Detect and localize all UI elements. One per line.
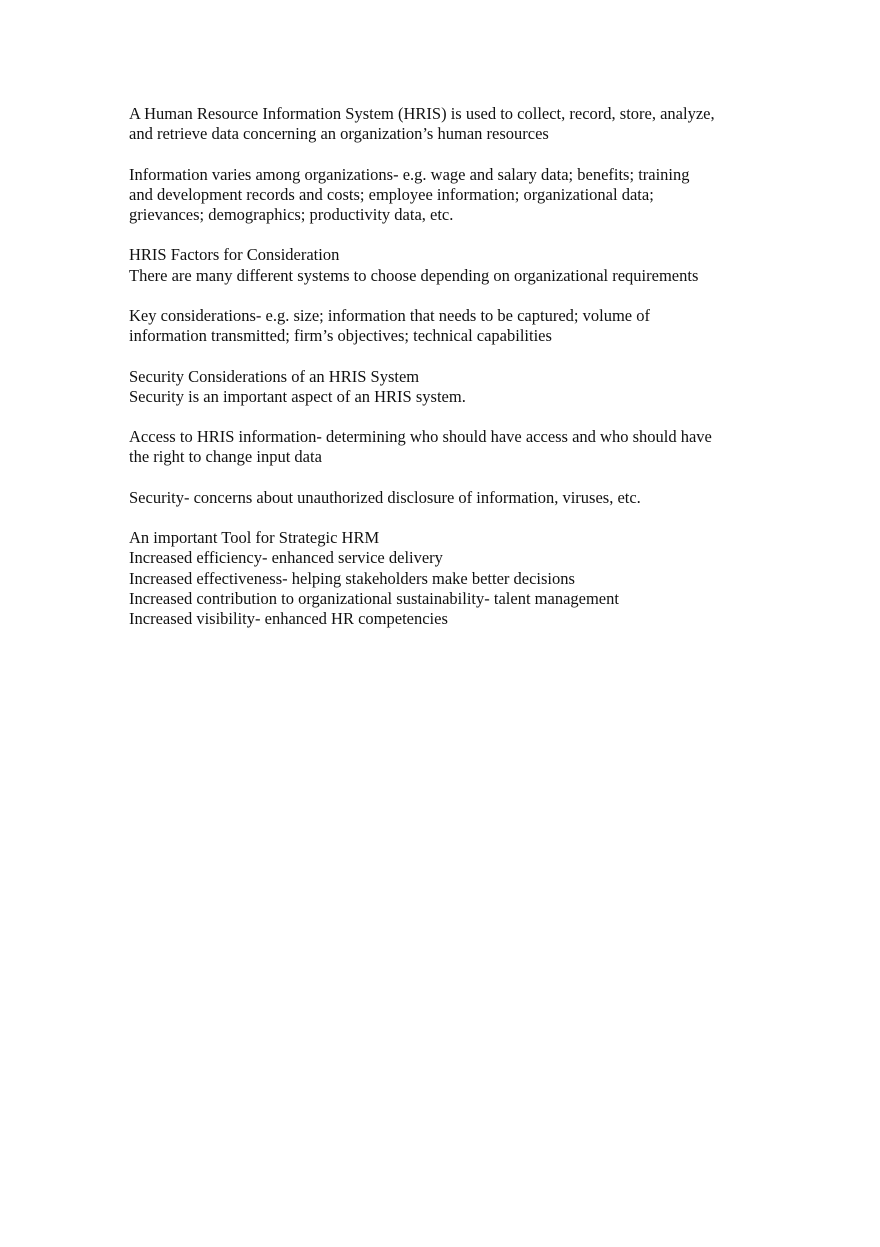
section-heading: HRIS Factors for Consideration — [129, 245, 340, 265]
text-line: and retrieve data concerning an organization’s human resources — [129, 124, 549, 144]
section-heading: An important Tool for Strategic HRM — [129, 528, 380, 548]
paragraph-security-concerns — [129, 488, 769, 508]
section-heading: Security Considerations of an HRIS System — [129, 366, 420, 386]
text-line: information transmitted; firm’s objectives; technical capabilities — [129, 326, 552, 346]
text-line: Information varies among organizations- e.g. wage and salary data; benefits; training — [129, 164, 690, 184]
text-line: Key considerations- e.g. size; information that needs to be captured; volume of — [129, 305, 650, 325]
text-line: A Human Resource Information System (HRIS) is used to collect, record, store, analyze, — [129, 104, 715, 123]
paragraph-hris-definition — [129, 104, 769, 144]
document-body — [129, 104, 769, 649]
paragraph-strategic-hrm — [129, 528, 769, 629]
text-line: Increased effectiveness- helping stakeholders make better decisions — [129, 568, 575, 588]
paragraph-hris-factors — [129, 245, 769, 285]
text-line: Security is an important aspect of an HRIS system. — [129, 386, 466, 406]
text-line: grievances; demographics; productivity data, etc. — [129, 205, 454, 224]
text-line: Access to HRIS information- determining who should have access and who should have — [129, 427, 712, 447]
text-line: and development records and costs; employee information; organizational data; — [129, 184, 654, 204]
paragraph-security-considerations — [129, 367, 769, 407]
paragraph-access — [129, 427, 769, 467]
text-line: Increased visibility- enhanced HR competencies — [129, 608, 448, 628]
text-line: There are many different systems to choose depending on organizational requirements — [129, 265, 699, 285]
text-line: Security- concerns about unauthorized disclosure of information, viruses, etc. — [129, 487, 641, 507]
paragraph-information-varies — [129, 165, 769, 226]
text-line: Increased efficiency- enhanced service delivery — [129, 548, 443, 568]
text-line: the right to change input data — [129, 447, 322, 467]
text-line: Increased contribution to organizational sustainability- talent management — [129, 588, 619, 608]
paragraph-key-considerations — [129, 306, 769, 346]
